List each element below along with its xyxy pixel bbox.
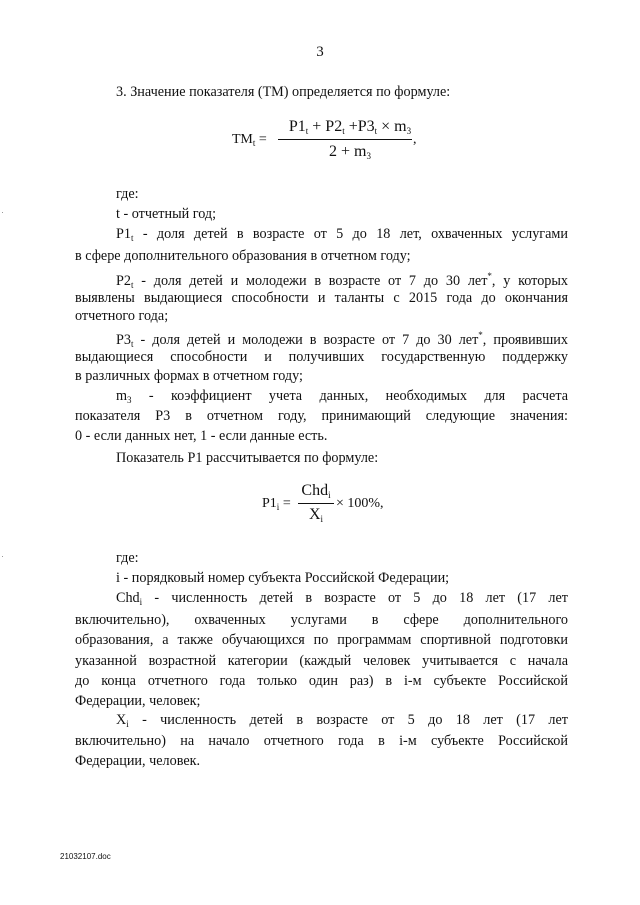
def-t: t - отчетный год; [116, 206, 217, 222]
intro-paragraph: 3. Значение показателя (ТМ) определяется по формуле: [116, 84, 451, 100]
formula-p1-denominator: $X_i$ [308, 506, 324, 524]
def-p1-line1: $Р1_t$ - доля детей в возрасте от 5 до 18 лет, охваченных услугами [116, 226, 568, 243]
formula-p1-tail: × 100%, [336, 496, 384, 511]
scan-mark [2, 212, 3, 213]
def-p2-line3: отчетного года; [75, 308, 169, 324]
def-chd-line2: включительно), охваченных услугами в сфере дополнительного [75, 612, 568, 628]
def-m3-line1: $m_3$ - коэффициент учета данных, необходимых для расчета [116, 388, 568, 405]
formula-tm-numerator: $Р1_t + Р2_t +Р3_t \times m_3$ [288, 118, 412, 136]
def-p1-line2: в сфере дополнительного образования в отчетном году; [75, 248, 411, 264]
formula-tm-denominator: $2 + m_3$ [329, 143, 371, 161]
page-number: 3 [316, 44, 324, 60]
def-p3-line1: $Р3_t$ - доля детей и молодежи в возрасте от 7 до 30 лет*, проявивших [116, 330, 568, 349]
where-label-1: где: [116, 186, 139, 202]
where-label-2: где: [116, 550, 139, 566]
def-i: i - порядковый номер субъекта Российской Федерации; [116, 570, 450, 586]
formula-tm-lhs: $ТМ_t$ = [232, 132, 267, 148]
p1-intro: Показатель Р1 рассчитывается по формуле: [116, 450, 379, 466]
def-m3-line3: 0 - если данных нет, 1 - если данные есть. [75, 428, 328, 444]
def-p3-line3: в различных формах в отчетном году; [75, 368, 303, 384]
scan-mark [2, 556, 3, 557]
def-p2-line2: выявлены выдающиеся способности и таланты с 2015 года до окончания [75, 290, 568, 306]
def-x-line2: включительно) на начало отчетного года в i-м субъекте Российской [75, 733, 568, 749]
def-chd-line4: указанной возрастной категории (каждый человек учитывается с начала [75, 653, 568, 669]
def-p2-line1: $Р2_t$ - доля детей и молодежи в возрасте от 7 до 30 лет*, у которых [116, 271, 569, 290]
footer-filename: 21032107.doc [60, 852, 111, 861]
def-chd-line6: Федерации, человек; [75, 693, 201, 709]
def-chd-line1: Chd$_i$ - численность детей в возрасте от 5 до 18 лет (17 лет [116, 590, 568, 607]
formula-tm-fraction-bar [278, 139, 412, 140]
def-chd-line3: образования, а также обучающихся по программам спортивной подготовки [75, 632, 568, 648]
formula-tm-comma: , [413, 132, 417, 147]
def-m3-line2: показателя Р3 в отчетном году, принимающий следующие значения: [75, 408, 568, 424]
def-x-line3: Федерации, человек. [75, 753, 201, 769]
formula-p1-fraction-bar [298, 503, 334, 504]
def-p3-line2: выдающиеся способности и получивших государственную поддержку [75, 349, 568, 365]
def-chd-line5: до конца отчетного года только один раз) в i-м субъекте Российской [75, 673, 568, 689]
def-x-line1: $X_i$ - численность детей в возрасте от 5 до 18 лет (17 лет [116, 712, 568, 729]
formula-p1-lhs: $Р1_i$ = [262, 496, 291, 512]
formula-p1-numerator: Chd$_i$ [301, 482, 331, 500]
